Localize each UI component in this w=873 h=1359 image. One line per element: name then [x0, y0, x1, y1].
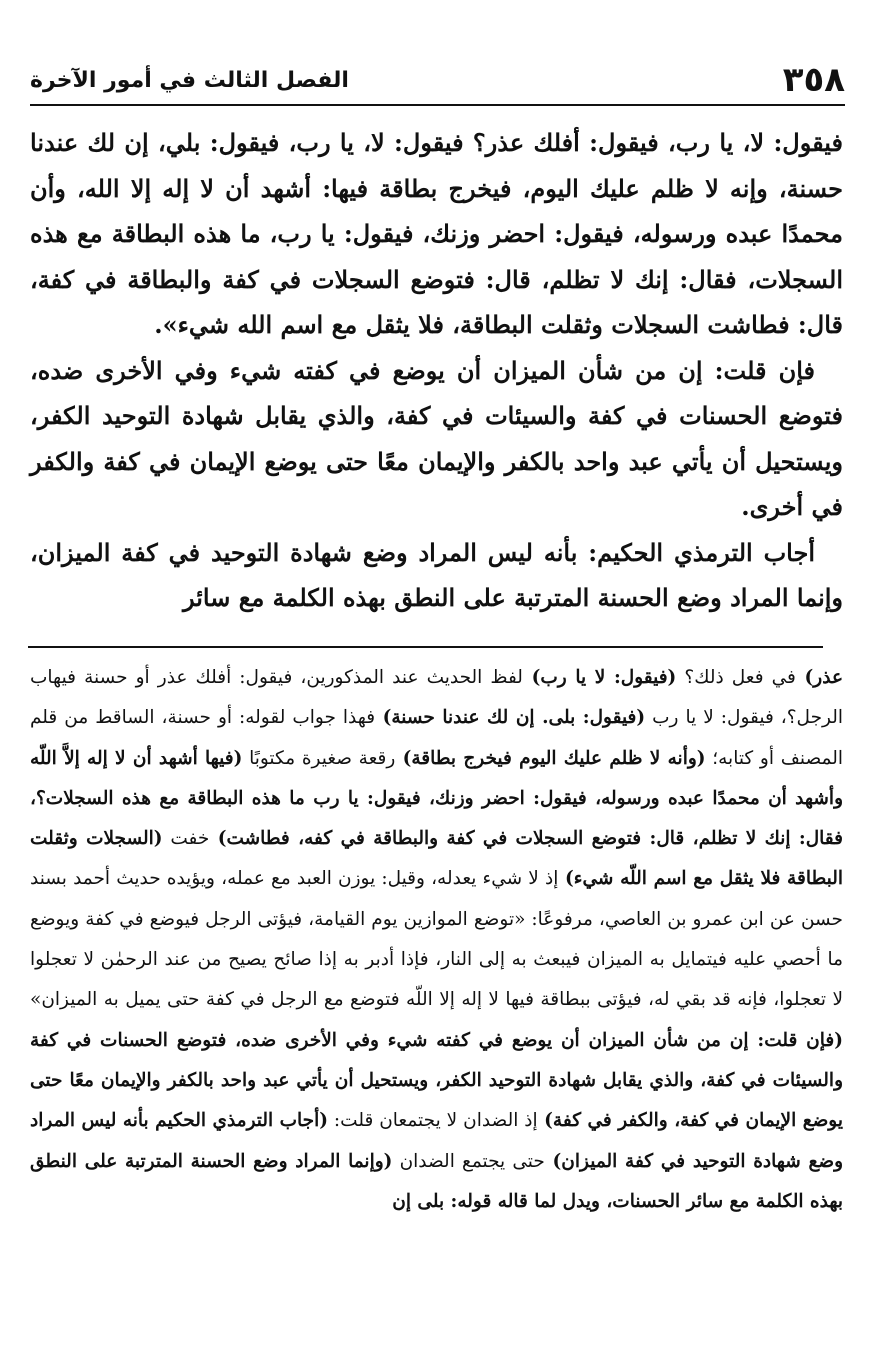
fn-segment: فهذا جواب لقوله: أو حسنة، الساقط من قلم المصنف أو كتابه؛	[30, 707, 843, 769]
main-paragraph: فيقول: لا، يا رب، فيقول: أفلك عذر؟ فيقول: لا، يا رب، فيقول: بلي، إن لك عندنا حسنة، وإنه لا ظلم عليك اليوم، فيخرج بطاقة فيها: أشهد أن لا إله إلا الله، وأن محمدًا عبده ورسوله، فيقول: احضر وزنك، فيقول: يا رب، ما هذه البطاقة مع هذه السجلات، فقال: إنك لا تظلم، قال: فتوضع السجلات في كفة والبطاقة في كفة، قال: فطاشت السجلات وثقلت البطاقة، فلا يثقل مع اسم الله شيء».	[30, 128, 844, 339]
footnote-separator	[28, 646, 823, 648]
fn-segment: (فيقول: بلى. إن لك عندنا حسنة)	[375, 707, 646, 729]
footnote-commentary	[30, 658, 843, 1222]
fn-segment: (أجاب الترمذي الحكيم بأنه ليس المراد وضع شهادة التوحيد في كفة الميزان)	[30, 1110, 844, 1172]
fn-segment: إذ لا شيء يعدله، وقيل: يوزن العبد مع عمله، ويؤيده حديث أحمد بسند حسن عن ابن عمرو بن العاصي، مرفوعًا: «توضع الموازين يوم القيامة، فيؤتى الرجل فيوضع في كفة ويوضع ما أحصي عليه فيتمايل به الميزان فيبعث به إلى النار، فإذا أدبر به إذا صائح يصيح من عند الرحمٰن لا تعجلوا لا تعجلوا، فإنه قد بقي له، فيؤتى ببطاقة فيها لا إله إلا اللّه فتوضع مع الرجل في كفة حتى يميل به الميزان»	[30, 868, 843, 1011]
main-text	[30, 120, 843, 621]
fn-segment: عذر)	[795, 667, 843, 688]
main-paragraph: فإن قلت: إن من شأن الميزان أن يوضع في كفته شيء وفي الأخرى ضده، فتوضع الحسنات في كفة والسيئات في كفة، والذي يقابل شهادة التوحيد الكفر، ويستحيل أن يأتي عبد واحد بالكفر والإيمان معًا حتى يوضع الإيمان في كفة والكفر في أخرى.	[30, 355, 843, 521]
fn-segment: خفت	[162, 828, 210, 850]
fn-segment: (وإنما المراد وضع الحسنة المترتبة على النطق بهذه الكلمة مع سائر الحسنات، ويدل لما قاله قوله: بلى إن	[30, 1150, 843, 1212]
footnote-paragraph	[30, 658, 843, 1222]
page-header	[30, 60, 845, 106]
fn-segment: رقعة صغيرة مكتوبًا	[242, 747, 396, 769]
fn-segment: إذ الضدان لا يجتمعان قلت:	[328, 1110, 538, 1132]
fn-segment: (فإن قلت: إن من شأن الميزان أن يوضع في كفته شيء وفي الأخرى ضده، فتوضع الحسنات في كفة والسيئات في كفة، والذي يقابل شهادة التوحيد الكفر، ويستحيل أن يأتي عبد واحد بالكفر والإيمان معًا حتى يوضع الإيمان في كفة، والكفر في كفة)	[30, 1029, 843, 1132]
fn-segment: في فعل ذلك؟	[676, 667, 796, 688]
fn-segment: (فيها أشهد أن لا إله إلاَّ اللّه وأشهد أن محمدًا عبده ورسوله، فيقول: احضر وزنك، فيقول: يا رب ما هذه البطاقة مع هذه السجلات؟، فقال: إنك لا تظلم، قال: فتوضع السجلات في كفة والبطاقة في كفه، فطاشت)	[30, 747, 844, 850]
fn-segment: (فيقول: لا يا رب)	[522, 667, 677, 688]
fn-segment: (وأنه لا ظلم عليك اليوم فيخرج بطاقة)	[395, 747, 706, 769]
fn-segment: لفظ الحديث عند المذكورين، فيقول: أفلك عذر أو حسنة فيهاب الرجل؟، فيقول: لا يا رب	[30, 667, 843, 729]
main-paragraph: أجاب الترمذي الحكيم: بأنه ليس المراد وضع شهادة التوحيد في كفة الميزان، وإنما المراد وضع الحسنة المترتبة على النطق بهذه الكلمة مع سائر	[30, 537, 843, 612]
running-title: الفصل الثالث في أمور الآخرة	[30, 68, 349, 93]
page-number: ٣٥٨	[782, 60, 845, 100]
fn-segment: حتى يجتمع الضدان	[392, 1150, 545, 1172]
fn-segment: (السجلات وثقلت البطاقة فلا يثقل مع اسم اللّه شيء)	[30, 828, 843, 890]
